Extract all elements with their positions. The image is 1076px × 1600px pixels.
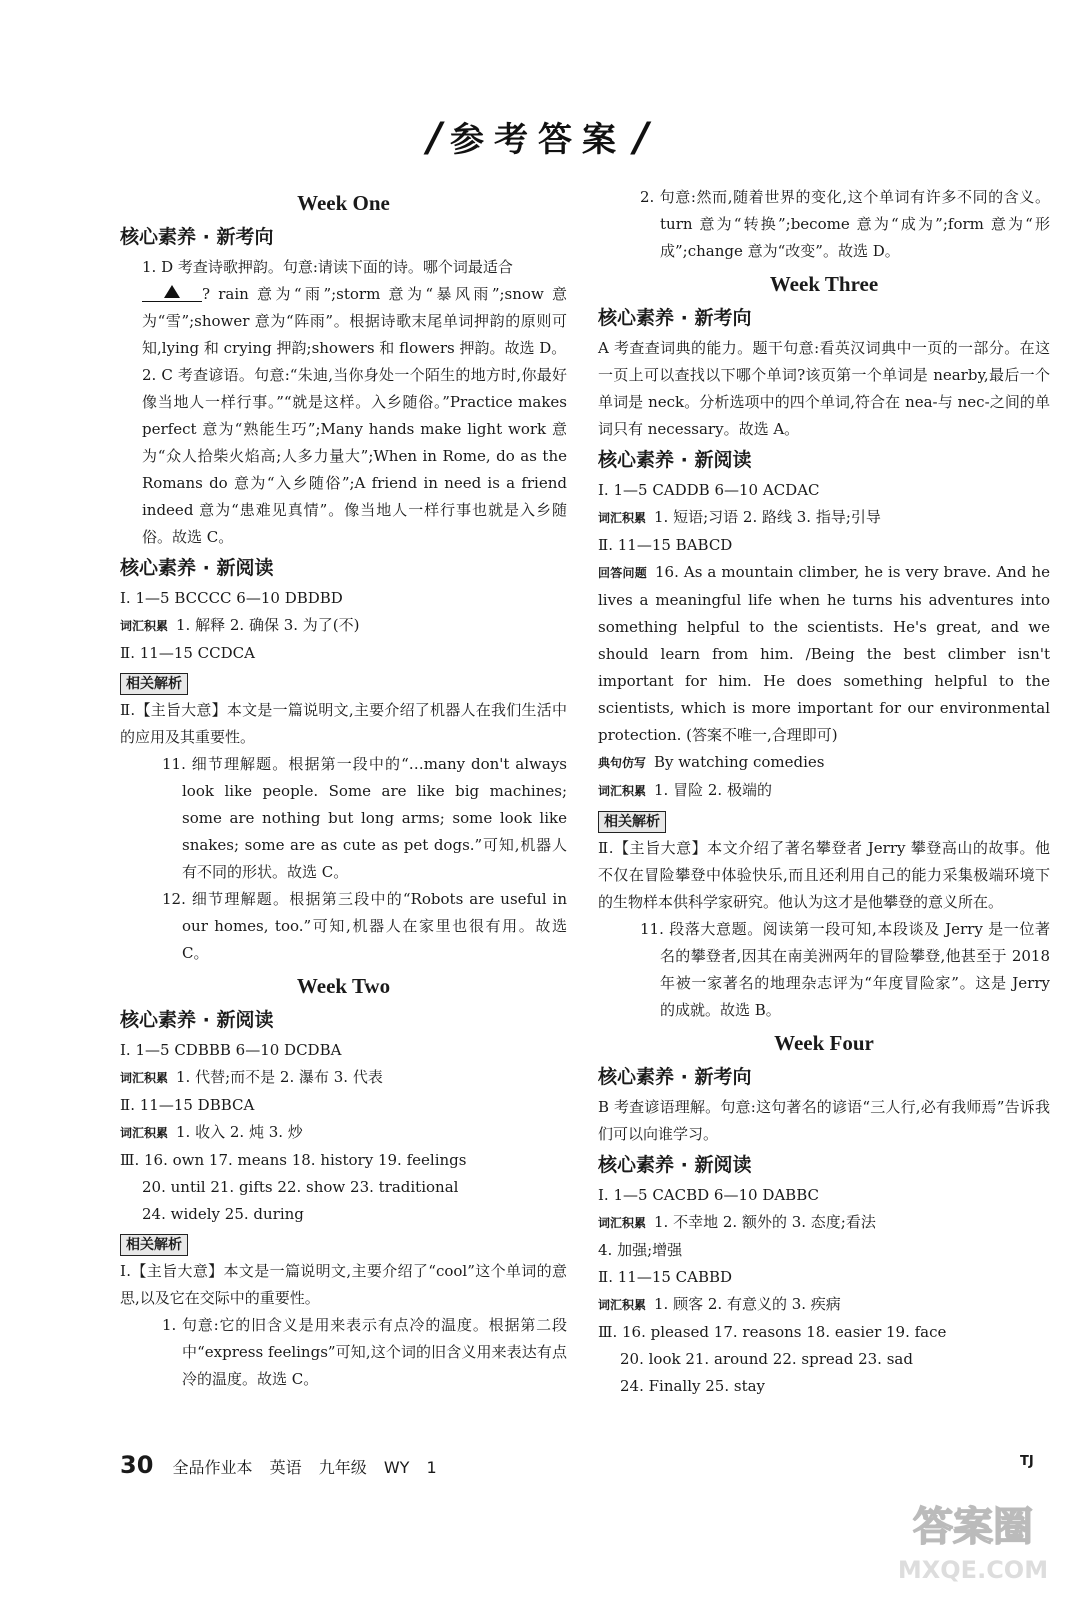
blank-triangle-icon [142, 283, 202, 302]
vocab-line [598, 504, 1050, 532]
title-slash-right: / [634, 115, 649, 161]
answer-paragraph [598, 559, 1050, 749]
edition: WY [383, 1458, 410, 1477]
answer-paragraph: 2. C 考查谚语。句意:“朱迪,当你身处一个陌生的地方时,你最好像当地人一样行事。”“就是这样。入乡随俗。”Practice makes perfect 意为“熟能生巧”;Many hands make light work 意为“众人拾柴火焰高;人多力量大”;When in Rome, do as the Romans do 意为“入乡随俗”;A friend in need is a friend indeed 意为“患难见真情”。像当地人一样行事也就是入乡随俗。故选 C。 [142, 366, 567, 546]
answer-text: By watching comedies [654, 753, 825, 771]
explanation: Ⅱ.【主旨大意】本文介绍了著名攀登者 Jerry 攀登高山的故事。他不仅在冒险攀登中体验快乐,而且还利用自己的能力采集极端环境下的生物样本供科学家研究。他认为这才是他攀登的意义所在。 [598, 839, 1050, 911]
explanation: 12. 细节理解题。根据第三段中的“Robots are useful in our homes, too.”可知,机器人在家里也很有用。故选 C。 [162, 890, 567, 962]
analysis-tag: 相关解析 [598, 811, 666, 833]
answer-line: 20. look 21. around 22. spread 23. sad [620, 1350, 913, 1368]
analysis-tag: 相关解析 [120, 673, 188, 695]
svg-text:MXQE.COM: MXQE.COM [897, 1556, 1049, 1584]
answer-text: 16. As a mountain climber, he is very brave. And he lives a meaningful life when he turns his adventures into something helpful to the scientists. He's great, and we should learn from him. /Being the best climber isn't important for him. He does something helpful to the scientists, which is more important for our environmental protection. (答案不唯一,合理即可) [598, 563, 1050, 744]
subject: 英语 [269, 1458, 302, 1477]
vocab-line [598, 749, 1050, 777]
vocab-text: 1. 不幸地 2. 额外的 3. 态度;看法 [654, 1213, 876, 1231]
answer-line: 20. until 21. gifts 22. show 23. traditional [142, 1178, 459, 1196]
corner-code: TJ [1020, 1454, 1034, 1469]
answer-line: Ⅰ. 1—5 CADDB 6—10 ACDAC [598, 481, 820, 499]
explanation: 1. 句意:它的旧含义是用来表示有点冷的温度。根据第二段中“express feelings”可知,这个词的旧含义用来表达有点冷的温度。故选 C。 [162, 1316, 567, 1388]
vocab-line [598, 1291, 1050, 1319]
week-heading: Week Two [296, 974, 391, 998]
answer-line: Ⅱ. 11—15 DBBCA [120, 1096, 255, 1114]
book-name: 全品作业本 [172, 1458, 253, 1477]
left-column [120, 184, 567, 1393]
label: 词汇积累 [120, 1071, 169, 1085]
section-heading: 核心素养 · 新阅读 [120, 557, 274, 579]
section-heading: 核心素养 · 新阅读 [598, 449, 752, 471]
label: 词汇积累 [598, 1298, 647, 1312]
section-heading: 核心素养 · 新考向 [120, 226, 274, 248]
vocab-line [598, 777, 1050, 805]
vocab-line [120, 612, 567, 640]
title-slash-left: / [427, 115, 442, 161]
week-heading: Week One [297, 191, 390, 215]
grade: 九年级 [318, 1458, 367, 1477]
section-heading: 核心素养 · 新阅读 [120, 1009, 274, 1031]
answer-text: 1. D 考查诗歌押韵。句意:请读下面的诗。哪个词最适合 [142, 258, 513, 276]
section-heading: 核心素养 · 新考向 [598, 307, 752, 329]
answer-line: 24. widely 25. during [142, 1205, 304, 1223]
vocab-text: 1. 收入 2. 炖 3. 炒 [176, 1123, 303, 1141]
answer-line: Ⅲ. 16. pleased 17. reasons 18. easier 19. face [598, 1323, 947, 1341]
answer-line: Ⅰ. 1—5 BCCCC 6—10 DBDBD [120, 589, 343, 607]
section-heading: 核心素养 · 新阅读 [598, 1154, 752, 1176]
watermark-logo [888, 1482, 1058, 1590]
label: 词汇积累 [598, 784, 647, 798]
page-footer [120, 1451, 449, 1479]
label: 回答问题 [598, 566, 647, 580]
explanation: 11. 细节理解题。根据第一段中的“…many don't always look like people. Some are like big machines; some are nothing but long arms; some look like snakes; some are as cute as pet dogs.”可知,机器人有不同的形状。故选 C。 [162, 755, 567, 881]
answer-paragraph: B 考查谚语理解。句意:这句著名的谚语“三人行,必有我师焉”告诉我们可以向谁学习。 [598, 1098, 1050, 1143]
vocab-text: 1. 代替;而不是 2. 瀑布 3. 代表 [176, 1068, 383, 1086]
right-column [598, 184, 1050, 1400]
label: 典句仿写 [598, 756, 647, 770]
explanation: Ⅱ.【主旨大意】本文是一篇说明文,主要介绍了机器人在我们生活中的应用及其重要性。 [120, 701, 567, 746]
answer-line: 24. Finally 25. stay [620, 1377, 766, 1395]
answer-line: Ⅲ. 16. own 17. means 18. history 19. feelings [120, 1151, 467, 1169]
vocab-line [120, 1064, 567, 1092]
answer-line: Ⅱ. 11—15 BABCD [598, 536, 733, 554]
answer-paragraph: A 考查查词典的能力。题干句意:看英汉词典中一页的一部分。在这一页上可以查找以下哪个单词?该页第一个单词是 nearby,最后一个单词是 neck。分析选项中的四个单词,符合在 nea-与 nec-之间的单词只有 necessary。故选 A。 [598, 339, 1050, 438]
answer-line: Ⅱ. 11—15 CCDCA [120, 644, 255, 662]
answer-line: Ⅱ. 11—15 CABBD [598, 1268, 733, 1286]
svg-text:答案圈: 答案圈 [913, 1504, 1033, 1550]
answer-paragraph [120, 254, 567, 362]
vocab-text: 1. 顾客 2. 有意义的 3. 疾病 [654, 1295, 841, 1313]
label: 词汇积累 [598, 511, 647, 525]
answer-text: ? rain 意为“雨”;storm 意为“暴风雨”;snow 意为“雪”;shower 意为“阵雨”。根据诗歌末尾单词押韵的原则可知,lying 和 crying 押韵;showers 和 flowers 押韵。故选 D。 [142, 285, 567, 357]
week-heading: Week Four [774, 1031, 874, 1055]
vocab-line [598, 1209, 1050, 1237]
explanation: 2. 句意:然而,随着世界的变化,这个单词有许多不同的含义。turn 意为“转换”;become 意为“成为”;form 意为“形成”;change 意为“改变”。故选 D。 [640, 188, 1050, 260]
vocab-text: 1. 短语;习语 2. 路线 3. 指导;引导 [654, 508, 881, 526]
vocab-line [120, 1119, 567, 1147]
explanation: 11. 段落大意题。阅读第一段可知,本段谈及 Jerry 是一位著名的攀登者,因其在南美洲两年的冒险攀登,他甚至于 2018 年被一家著名的地理杂志评为“年度冒险家”。这是 Jerry 的成就。故选 B。 [640, 920, 1050, 1019]
vocab-text: 1. 解释 2. 确保 3. 为了(不) [176, 616, 360, 634]
explanation: Ⅰ.【主旨大意】本文是一篇说明文,主要介绍了“cool”这个单词的意思,以及它在交际中的重要性。 [120, 1262, 567, 1307]
label: 词汇积累 [598, 1216, 647, 1230]
label: 词汇积累 [120, 1126, 169, 1140]
page-title [0, 112, 1076, 161]
label: 词汇积累 [120, 619, 169, 633]
analysis-tag: 相关解析 [120, 1234, 188, 1256]
week-heading: Week Three [769, 272, 879, 296]
page-number: 30 [120, 1451, 154, 1479]
volume: 1 [426, 1458, 437, 1477]
title-text: 参考答案 [450, 120, 626, 160]
vocab-line: 4. 加强;增强 [598, 1241, 683, 1259]
answer-line: Ⅰ. 1—5 CACBD 6—10 DABBC [598, 1186, 819, 1204]
section-heading: 核心素养 · 新考向 [598, 1066, 752, 1088]
answer-line: Ⅰ. 1—5 CDBBB 6—10 DCDBA [120, 1041, 342, 1059]
vocab-text: 1. 冒险 2. 极端的 [654, 781, 772, 799]
